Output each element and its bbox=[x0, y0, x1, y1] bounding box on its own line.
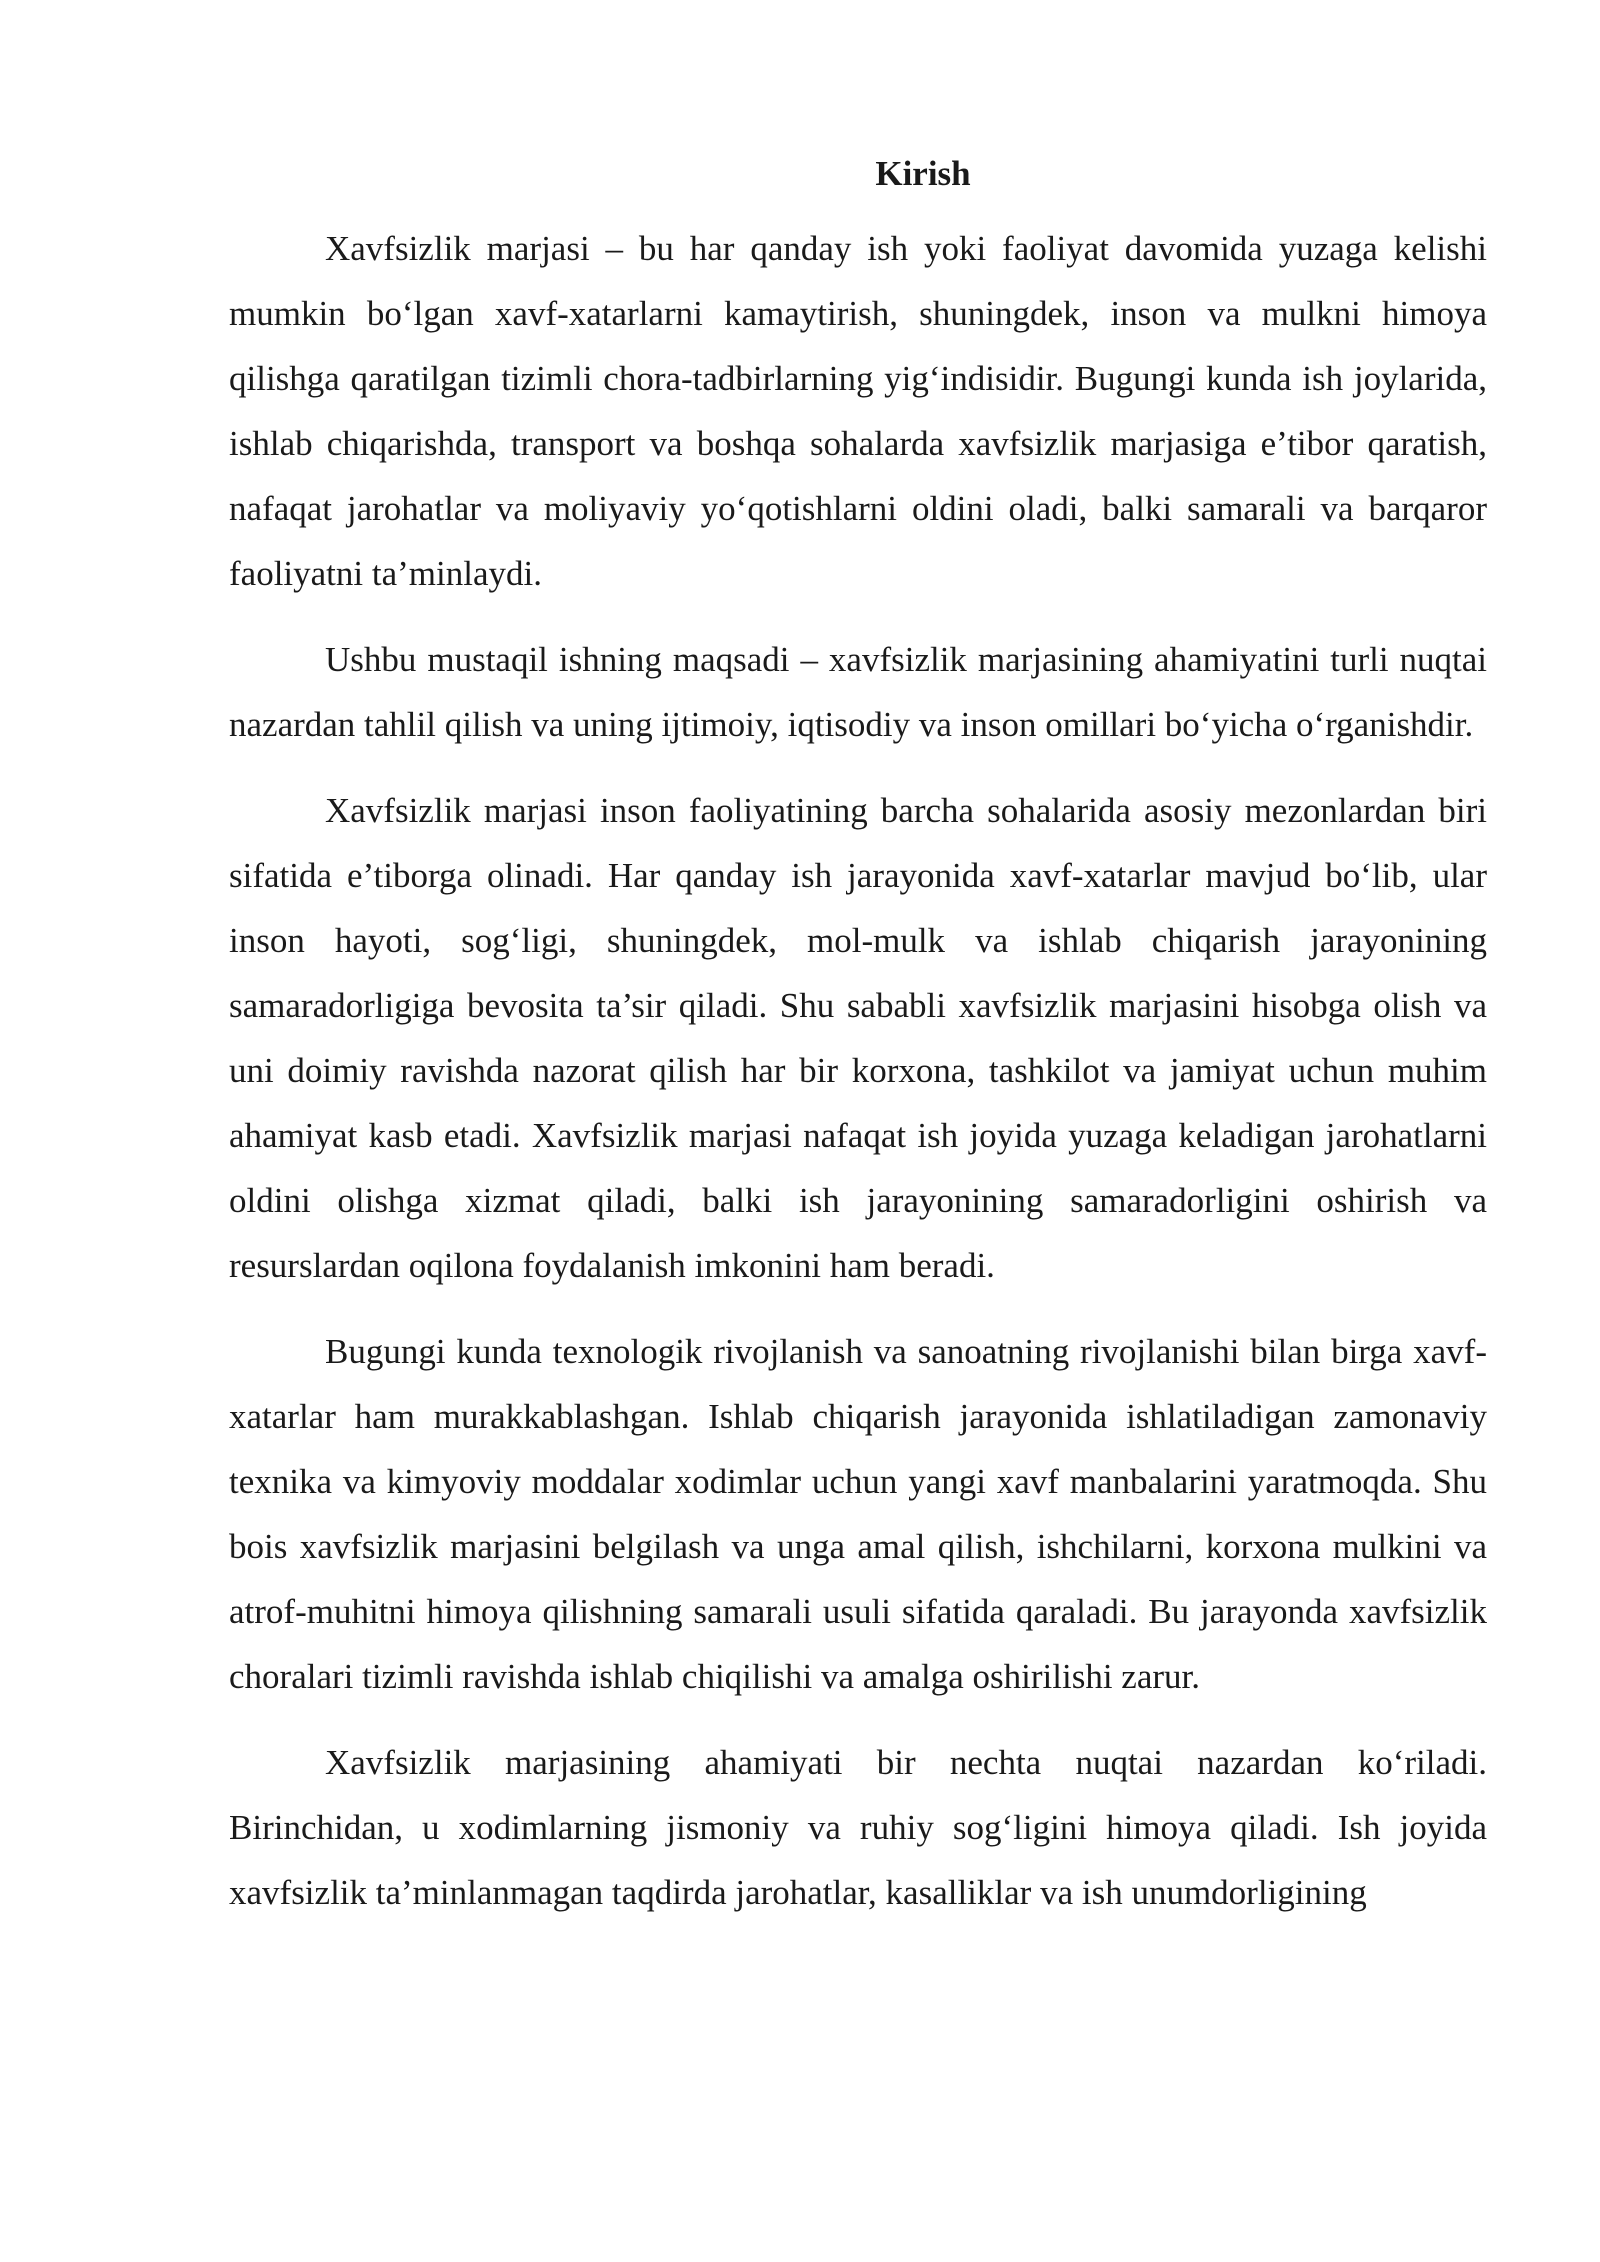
paragraph-2: Ushbu mustaqil ishning maqsadi – xavfsizlik marjasining ahamiyatini turli nuqtai nazardan tahlil qilish va uning ijtimoiy, iqtisodiy va inson omillari bo‘yicha o‘rganishdir. bbox=[229, 640, 1487, 744]
paragraph-4: Bugungi kunda texnologik rivojlanish va sanoatning rivojlanishi bilan birga xavf-xatarlar ham murakkablashgan. Ishlab chiqarish jarayonida ishlatiladigan zamonaviy texnika va kimyoviy moddalar xodimlar uchun yangi xavf manbalarini yaratmoqda. Shu bois xavfsizlik marjasini belgilash va unga amal qilish, ishchilarni, korxona mulkini va atrof-muhitni himoya qilishning samarali usuli sifatida qaraladi. Bu jarayonda xavfsizlik choralari tizimli ravishda ishlab chiqilishi va amalga oshirilishi zarur. bbox=[229, 1332, 1487, 1696]
paragraph-1: Xavfsizlik marjasi – bu har qanday ish yoki faoliyat davomida yuzaga kelishi mumkin bo‘lgan xavf-xatarlarni kamaytirish, shuningdek, inson va mulkni himoya qilishga qaratilgan tizimli chora-tadbirlarning yig‘indisidir. Bugungi kunda ish joylarida, ishlab chiqarishda, transport va boshqa sohalarda xavfsizlik marjasiga e’tibor qaratish, nafaqat jarohatlar va moliyaviy yo‘qotishlarni oldini oladi, balki samarali va barqaror faoliyatni ta’minlaydi. bbox=[229, 229, 1487, 593]
page-title: Kirish bbox=[875, 154, 971, 193]
document-body bbox=[229, 148, 1487, 1946]
paragraph-5: Xavfsizlik marjasining ahamiyati bir nechta nuqtai nazardan ko‘riladi. Birinchidan, u xodimlarning jismoniy va ruhiy sog‘ligini himoya qiladi. Ish joyida xavfsizlik ta’minlanmagan taqdirda jarohatlar, kasalliklar va ish unumdorligining bbox=[229, 1743, 1487, 1912]
paragraph-3: Xavfsizlik marjasi inson faoliyatining barcha sohalarida asosiy mezonlardan biri sifatida e’tiborga olinadi. Har qanday ish jarayonida xavf-xatarlar mavjud bo‘lib, ular inson hayoti, sog‘ligi, shuningdek, mol-mulk va ishlab chiqarish jarayonining samaradorligiga bevosita ta’sir qiladi. Shu sababli xavfsizlik marjasini hisobga olish va uni doimiy ravishda nazorat qilish har bir korxona, tashkilot va jamiyat uchun muhim ahamiyat kasb etadi. Xavfsizlik marjasi nafaqat ish joyida yuzaga keladigan jarohatlarni oldini olishga xizmat qiladi, balki ish jarayonining samaradorligini oshirish va resurslardan oqilona foydalanish imkonini ham beradi. bbox=[229, 791, 1487, 1285]
